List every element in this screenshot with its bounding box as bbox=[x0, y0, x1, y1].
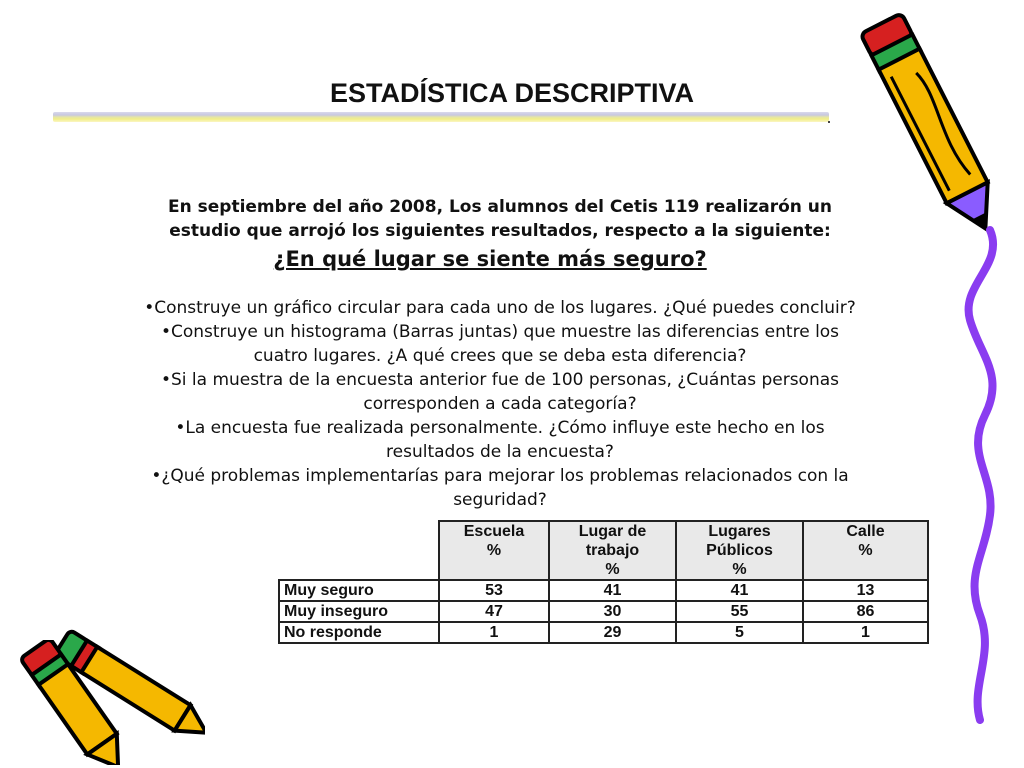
header-line: Lugar de bbox=[578, 523, 647, 540]
header-line: % bbox=[605, 561, 620, 578]
table-row bbox=[279, 580, 928, 601]
header-line: Públicos bbox=[706, 542, 773, 559]
table-cell: 53 bbox=[439, 580, 549, 601]
pencil-icon bbox=[0, 640, 150, 765]
table-cell: 86 bbox=[803, 601, 928, 622]
title-underline-dot bbox=[828, 121, 830, 123]
row-label: No responde bbox=[279, 622, 439, 643]
question-heading: ¿En qué lugar se siente más seguro? bbox=[273, 247, 707, 271]
intro-line: estudio que arrojó los siguientes resultados, respecto a la siguiente: bbox=[169, 221, 831, 241]
table-corner bbox=[279, 521, 439, 580]
list-item: resultados de la encuesta? bbox=[386, 442, 614, 462]
table-cell: 13 bbox=[803, 580, 928, 601]
results-table bbox=[278, 520, 929, 644]
header-line: Lugares bbox=[708, 523, 771, 540]
list-item: corresponden a cada categoría? bbox=[363, 394, 637, 414]
list-item: •Construye un histograma (Barras juntas) que muestre las diferencias entre los bbox=[160, 322, 840, 342]
intro-line: En septiembre del año 2008, Los alumnos del Cetis 119 realizarón un bbox=[168, 197, 832, 217]
table-cell: 1 bbox=[803, 622, 928, 643]
title-underline bbox=[53, 112, 829, 122]
header-line: % bbox=[486, 542, 502, 559]
table-cell: 41 bbox=[549, 580, 676, 601]
column-header-escuela bbox=[439, 521, 549, 580]
column-header-calle bbox=[803, 521, 928, 580]
header-line: Escuela bbox=[463, 523, 525, 540]
table-row bbox=[279, 622, 928, 643]
table-row bbox=[279, 601, 928, 622]
table-cell: 29 bbox=[549, 622, 676, 643]
table-cell: 30 bbox=[549, 601, 676, 622]
list-item: seguridad? bbox=[453, 490, 547, 510]
list-item: •Si la muestra de la encuesta anterior fue de 100 personas, ¿Cuántas personas bbox=[160, 370, 840, 390]
row-label: Muy seguro bbox=[279, 580, 439, 601]
row-label: Muy inseguro bbox=[279, 601, 439, 622]
list-item: cuatro lugares. ¿A qué crees que se deba esta diferencia? bbox=[253, 346, 747, 366]
header-line: % bbox=[858, 542, 873, 559]
page-title: ESTADÍSTICA DESCRIPTIVA bbox=[329, 78, 695, 108]
table-cell: 1 bbox=[439, 622, 549, 643]
table-cell: 41 bbox=[676, 580, 803, 601]
header-line: % bbox=[732, 561, 747, 578]
list-item: •Construye un gráfico circular para cada uno de los lugares. ¿Qué puedes concluir? bbox=[144, 298, 856, 318]
table-cell: 5 bbox=[676, 622, 803, 643]
column-header-lugares-publicos bbox=[676, 521, 803, 580]
intro-text bbox=[60, 195, 940, 243]
table-cell: 55 bbox=[676, 601, 803, 622]
header-line: trabajo bbox=[585, 542, 640, 559]
list-item: •La encuesta fue realizada personalmente. ¿Cómo influye este hecho en los bbox=[175, 418, 825, 438]
table-cell: 47 bbox=[439, 601, 549, 622]
list-item: •¿Qué problemas implementarías para mejorar los problemas relacionados con la bbox=[151, 466, 849, 486]
header-line: Calle bbox=[846, 523, 885, 540]
instructions-list bbox=[60, 296, 940, 512]
pencil-icon bbox=[860, 2, 1000, 247]
table-header-row bbox=[279, 521, 928, 580]
squiggle-line-icon bbox=[950, 225, 1010, 725]
column-header-lugar-de-trabajo bbox=[549, 521, 676, 580]
